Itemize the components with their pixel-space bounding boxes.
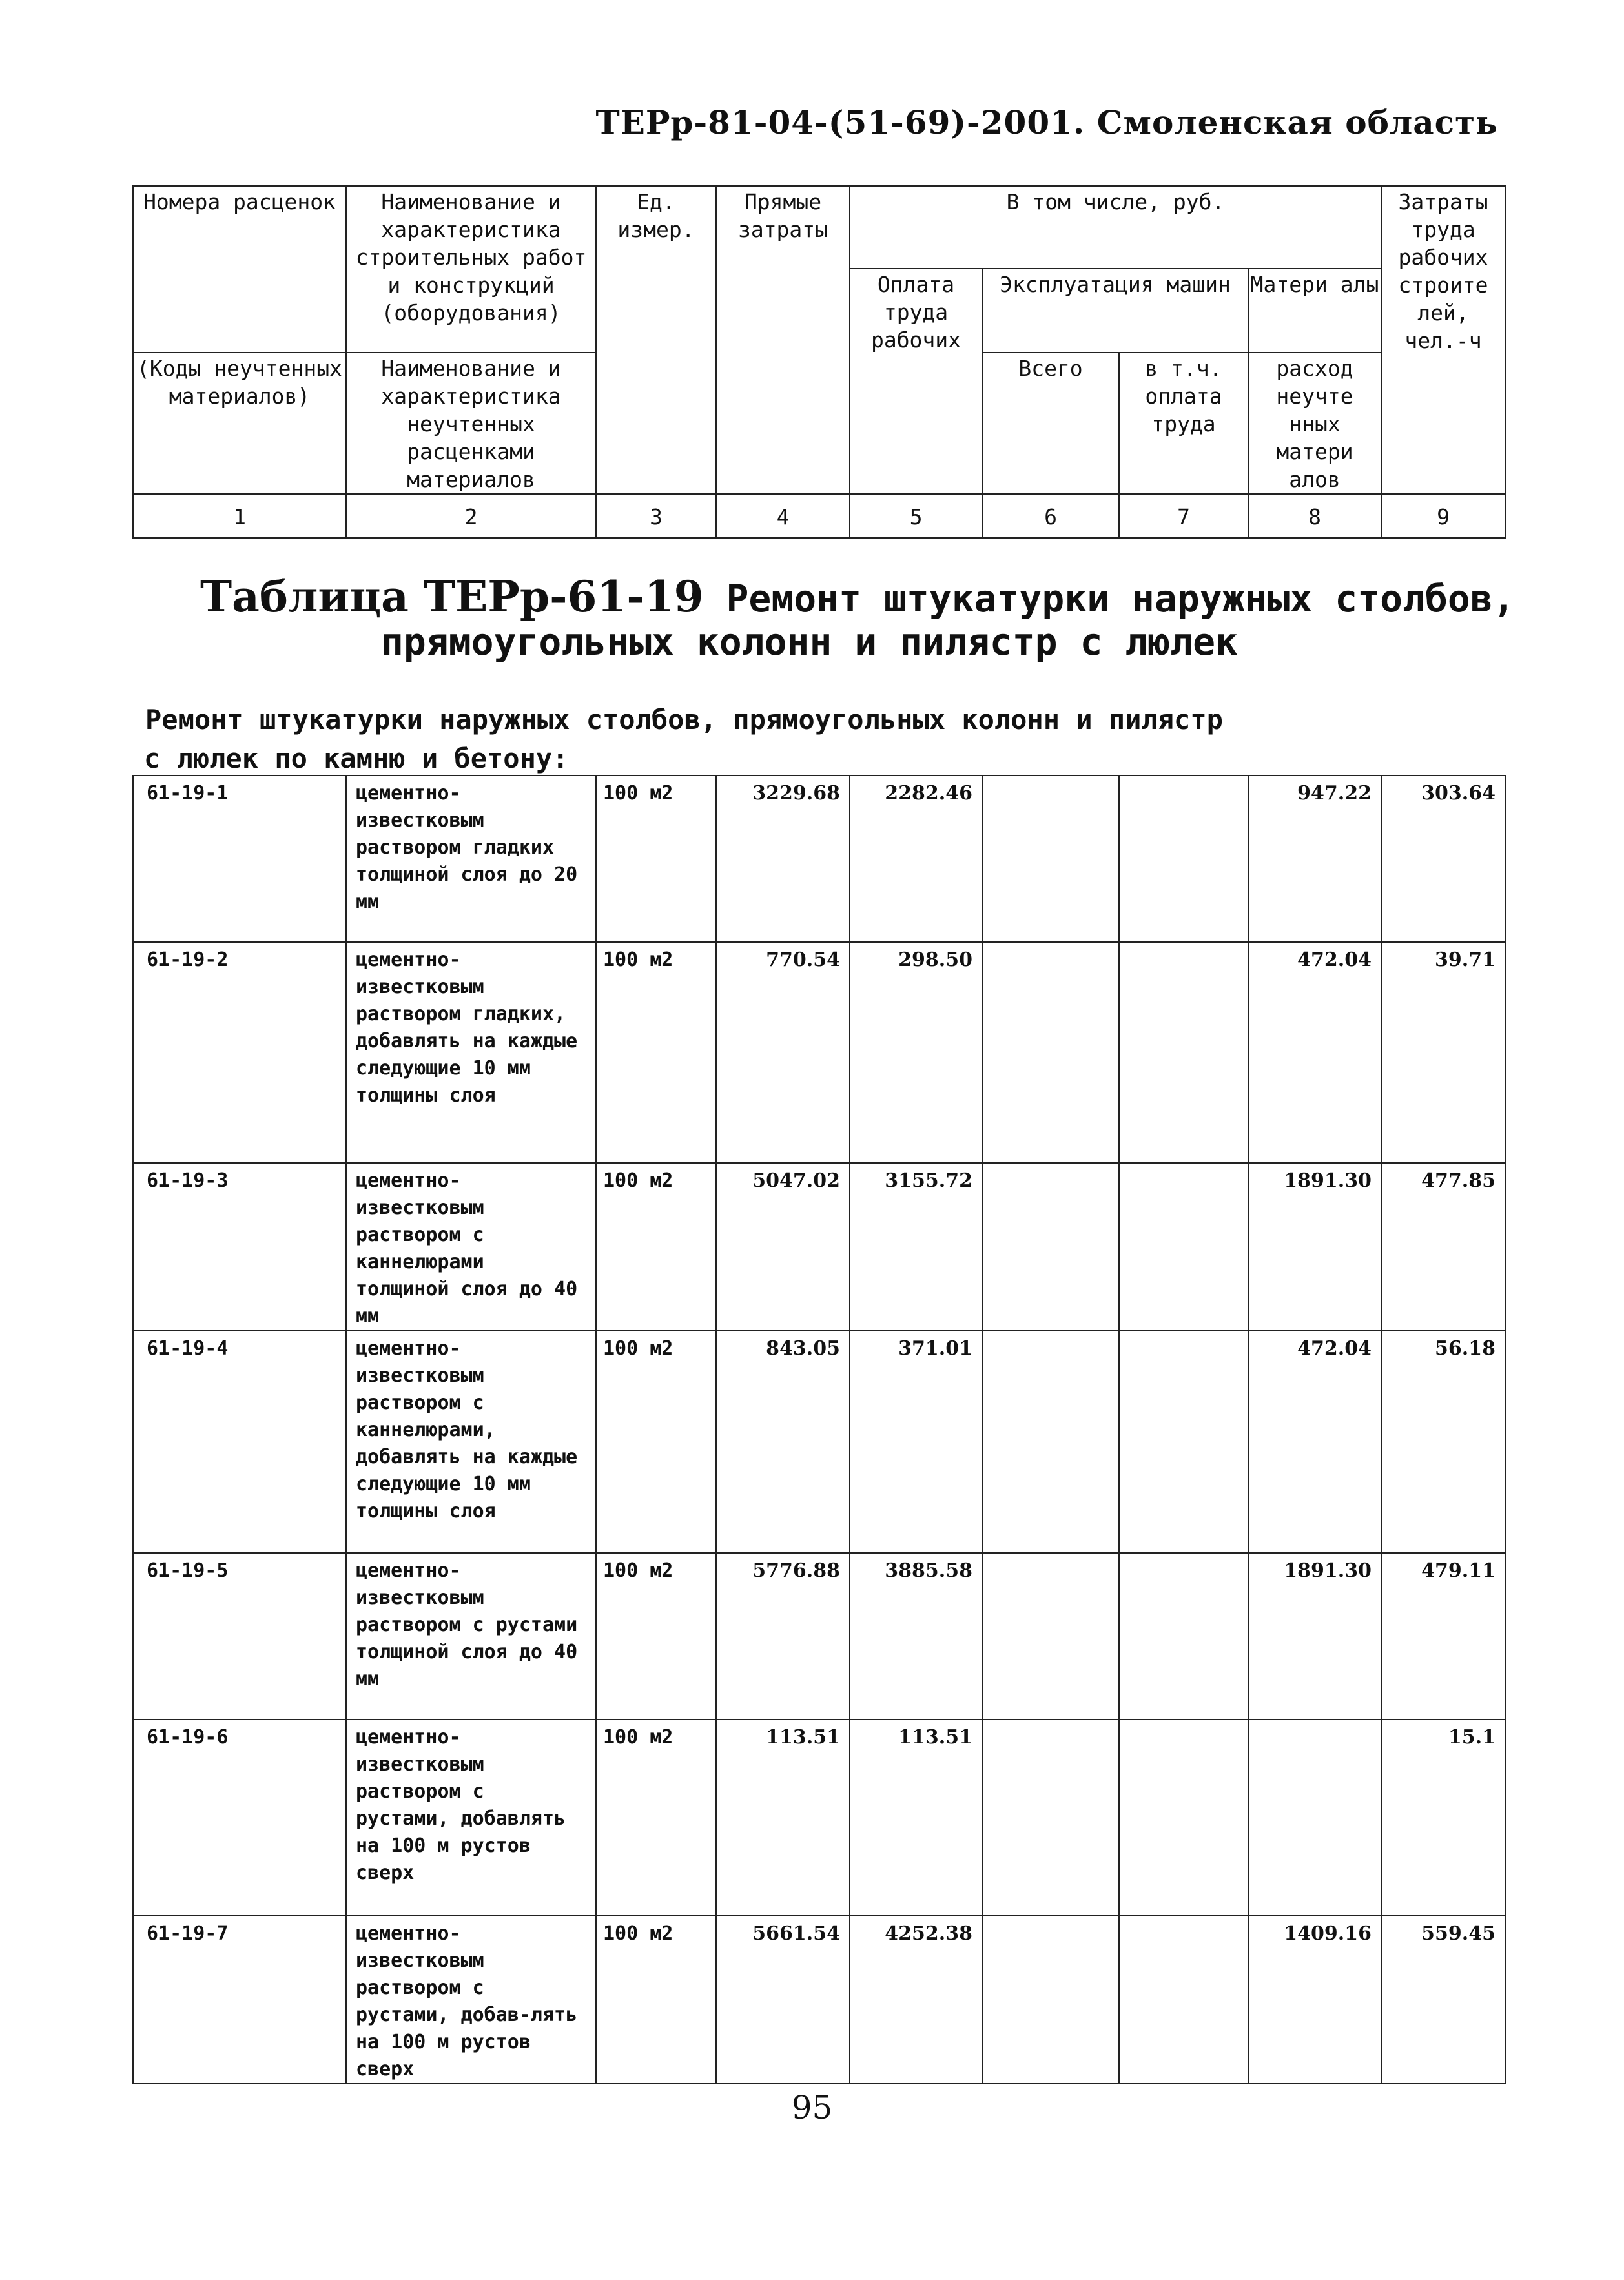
col-number-5: 5 bbox=[850, 494, 982, 539]
col-number-1: 1 bbox=[133, 494, 346, 539]
row-machines-wage bbox=[1119, 942, 1248, 1163]
col-number-8: 8 bbox=[1248, 494, 1381, 539]
row-labor: 479.11 bbox=[1381, 1553, 1505, 1720]
row-wage: 371.01 bbox=[850, 1331, 982, 1553]
section-title bbox=[145, 701, 1495, 778]
row-labor: 39.71 bbox=[1381, 942, 1505, 1163]
row-labor: 477.85 bbox=[1381, 1163, 1505, 1331]
col-header-wage: Оплата труда рабочих bbox=[850, 269, 982, 494]
row-direct-cost: 5661.54 bbox=[716, 1916, 850, 2084]
row-direct-cost: 5047.02 bbox=[716, 1163, 850, 1331]
col-number-9: 9 bbox=[1381, 494, 1505, 539]
row-materials: 947.22 bbox=[1248, 775, 1381, 942]
row-code: 61-19-6 bbox=[133, 1720, 346, 1916]
section-title-line-2: с люлек по камню и бетону: bbox=[144, 743, 569, 774]
row-name: цементно-известковым раствором с рустами, добав-лять на 100 м рустов сверх bbox=[346, 1916, 596, 2084]
row-labor: 303.64 bbox=[1381, 775, 1505, 942]
col-header-machines-wage: в т.ч. оплата труда bbox=[1119, 353, 1248, 494]
page-number: 95 bbox=[791, 2089, 833, 2126]
row-direct-cost: 113.51 bbox=[716, 1720, 850, 1916]
row-name: цементно-известковым раствором с рустами, добавлять на 100 м рустов сверх bbox=[346, 1720, 596, 1916]
row-materials: 1891.30 bbox=[1248, 1553, 1381, 1720]
row-machines-wage bbox=[1119, 1916, 1248, 2084]
row-machines-wage bbox=[1119, 1163, 1248, 1331]
row-code: 61-19-5 bbox=[133, 1553, 346, 1720]
table-row bbox=[133, 1331, 1505, 1553]
row-wage: 3155.72 bbox=[850, 1163, 982, 1331]
row-code: 61-19-4 bbox=[133, 1331, 346, 1553]
col-header-unit: Ед. измер. bbox=[596, 186, 716, 494]
row-machines-total bbox=[982, 1916, 1119, 2084]
table-row bbox=[133, 942, 1505, 1163]
col-header-machines: Эксплуатация машин bbox=[982, 269, 1248, 353]
row-wage: 113.51 bbox=[850, 1720, 982, 1916]
row-machines-total bbox=[982, 942, 1119, 1163]
row-materials: 1891.30 bbox=[1248, 1163, 1381, 1331]
row-direct-cost: 5776.88 bbox=[716, 1553, 850, 1720]
row-unit: 100 м2 bbox=[596, 775, 716, 942]
col-header-machines-total: Всего bbox=[982, 353, 1119, 494]
col-header-materials: Матери алы bbox=[1248, 269, 1381, 353]
table-title-lead: Таблица ТЕРр-61-19 bbox=[200, 571, 704, 622]
row-unit: 100 м2 bbox=[596, 942, 716, 1163]
row-materials bbox=[1248, 1720, 1381, 1916]
row-unit: 100 м2 bbox=[596, 1720, 716, 1916]
row-machines-wage bbox=[1119, 1720, 1248, 1916]
row-machines-wage bbox=[1119, 775, 1248, 942]
row-unit: 100 м2 bbox=[596, 1331, 716, 1553]
row-code: 61-19-7 bbox=[133, 1916, 346, 2084]
row-machines-total bbox=[982, 1720, 1119, 1916]
row-wage: 2282.46 bbox=[850, 775, 982, 942]
row-direct-cost: 770.54 bbox=[716, 942, 850, 1163]
row-name: цементно-известковым раствором гладких толщиной слоя до 20 мм bbox=[346, 775, 596, 942]
col-header-codes: (Коды неучтенных материалов) bbox=[133, 353, 346, 494]
col-header-direct: Прямые затраты bbox=[716, 186, 850, 494]
row-wage: 4252.38 bbox=[850, 1916, 982, 2084]
row-code: 61-19-3 bbox=[133, 1163, 346, 1331]
row-direct-cost: 843.05 bbox=[716, 1331, 850, 1553]
row-wage: 3885.58 bbox=[850, 1553, 982, 1720]
row-labor: 559.45 bbox=[1381, 1916, 1505, 2084]
table-title-text-1: Ремонт штукатурки наружных столбов, bbox=[726, 577, 1516, 621]
col-header-materials-consumption: расход неучте нных матери алов bbox=[1248, 353, 1381, 494]
rates-table bbox=[132, 775, 1506, 2084]
row-code: 61-19-1 bbox=[133, 775, 346, 942]
row-direct-cost: 3229.68 bbox=[716, 775, 850, 942]
col-header-labor: Затраты труда рабочих строите лей, чел.-ч bbox=[1381, 186, 1505, 494]
row-labor: 15.1 bbox=[1381, 1720, 1505, 1916]
column-header-table bbox=[132, 185, 1506, 539]
col-number-6: 6 bbox=[982, 494, 1119, 539]
row-machines-total bbox=[982, 775, 1119, 942]
row-machines-wage bbox=[1119, 1553, 1248, 1720]
row-unit: 100 м2 bbox=[596, 1553, 716, 1720]
row-machines-total bbox=[982, 1331, 1119, 1553]
section-title-line-1: Ремонт штукатурки наружных столбов, прямоугольных колонн и пилястр bbox=[145, 704, 1223, 735]
table-row bbox=[133, 1916, 1505, 2084]
table-row bbox=[133, 1163, 1505, 1331]
table-title-line-1 bbox=[200, 571, 1516, 622]
row-unit: 100 м2 bbox=[596, 1163, 716, 1331]
col-header-name-unaccounted: Наименование и характеристика неучтенных расценками материалов bbox=[346, 353, 596, 494]
col-number-3: 3 bbox=[596, 494, 716, 539]
table-row bbox=[133, 775, 1505, 942]
table-title-line-2: прямоугольных колонн и пилястр с люлек bbox=[381, 620, 1238, 664]
row-machines-total bbox=[982, 1163, 1119, 1331]
document-header: ТЕРр-81-04-(51-69)-2001. Смоленская область bbox=[595, 103, 1498, 141]
col-number-4: 4 bbox=[716, 494, 850, 539]
row-materials: 1409.16 bbox=[1248, 1916, 1381, 2084]
row-wage: 298.50 bbox=[850, 942, 982, 1163]
table-row bbox=[133, 1553, 1505, 1720]
row-code: 61-19-2 bbox=[133, 942, 346, 1163]
col-header-number: Номера расценок bbox=[133, 186, 346, 353]
col-number-2: 2 bbox=[346, 494, 596, 539]
row-machines-total bbox=[982, 1553, 1119, 1720]
row-materials: 472.04 bbox=[1248, 942, 1381, 1163]
row-name: цементно-известковым раствором с каннелюрами толщиной слоя до 40 мм bbox=[346, 1163, 596, 1331]
row-unit: 100 м2 bbox=[596, 1916, 716, 2084]
col-header-name: Наименование и характеристика строительных работ и конструкций (оборудования) bbox=[346, 186, 596, 353]
row-name: цементно-известковым раствором с каннелюрами, добавлять на каждые следующие 10 мм толщины слоя bbox=[346, 1331, 596, 1553]
col-number-7: 7 bbox=[1119, 494, 1248, 539]
row-machines-wage bbox=[1119, 1331, 1248, 1553]
col-header-including: В том числе, руб. bbox=[850, 186, 1381, 269]
row-materials: 472.04 bbox=[1248, 1331, 1381, 1553]
row-name: цементно-известковым раствором с рустами толщиной слоя до 40 мм bbox=[346, 1553, 596, 1720]
table-row bbox=[133, 1720, 1505, 1916]
row-name: цементно-известковым раствором гладких, добавлять на каждые следующие 10 мм толщины слоя bbox=[346, 942, 596, 1163]
row-labor: 56.18 bbox=[1381, 1331, 1505, 1553]
